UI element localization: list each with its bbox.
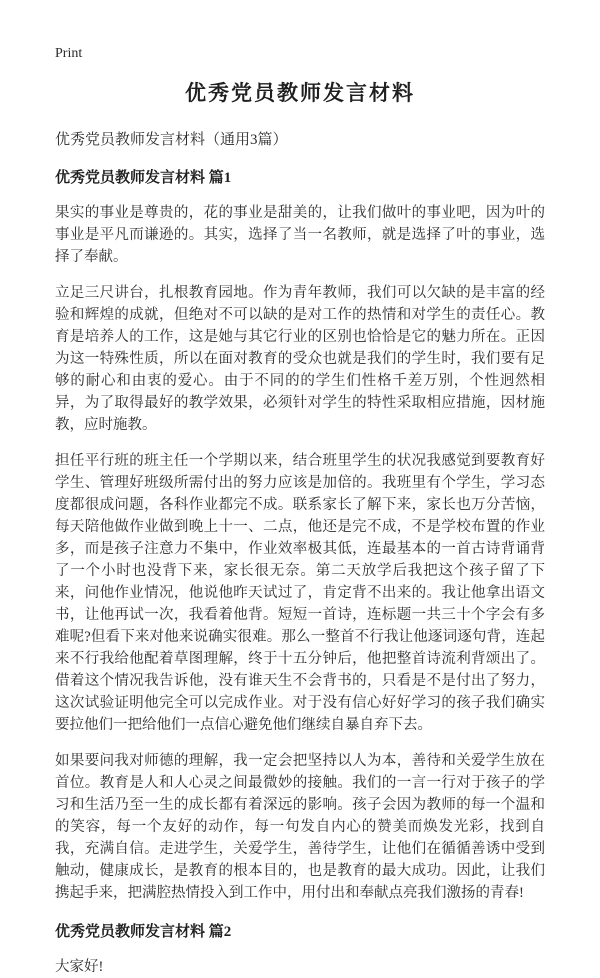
section-1-paragraph-3: 担任平行班的班主任一个学期以来，结合班里学生的状况我感觉到要教育好学生、管理好班级所需付出的努力应该是加倍的。我班里有个学生，学习态度都很成问题，各科作业都完不成。联系家长了解下来，家长也万分苦恼，每天陪他做作业做到晚上十一、二点，他还是完不成，不是学校布置的作业多，而是孩子注意力不集中，作业效率极其低，连最基本的一首古诗背诵背了一个小时也没背下来，家长很无奈。第二天放学后我把这个孩子留了下来，问他作业情况，他说他昨天试过了，肯定背不出来的。我让他拿出语文书，让他再试一次，我看着他背。短短一首诗，连标题一共三十个字会有多难呢?但看下来对他来说确实很难。那么一整首不行我让他逐词逐句背，连起来不行我给他配着草图理解，终于十五分钟后，他把整首诗流利背颂出了。借着这个情况我告诉他，没有谁天生不会背书的，只看是不是付出了努力，这次试验证明他完全可以完成作业。对于没有信心好好学习的孩子我们确实要拉他们一把给他们一点信心避免他们继续自暴自弃下去。 xyxy=(55,453,545,733)
page-title: 优秀党员教师发言材料 xyxy=(185,81,415,105)
section-1-paragraph-1: 果实的事业是尊贵的，花的事业是甜美的，让我们做叶的事业吧，因为叶的事业是平凡而谦逊的。其实，选择了当一名教师，就是选择了叶的事业，选择了奉献。 xyxy=(55,205,545,265)
section-1-paragraph-4: 如果要问我对师德的理解，我一定会把坚持以人为本，善待和关爱学生放在首位。教育是人和人心灵之间最微妙的接触。我们的一言一行对于孩子的学习和生活乃至一生的成长都有着深远的影响。孩子会因为教师的每一个温和的笑容，每一个友好的动作，每一句发自内心的赞美而焕发光彩，找到自我，充满自信。走进学生，关爱学生，善待学生，让他们在循循善诱中受到触动，健康成长，是教育的根本目的，也是教育的最大成功。因此，让我们携起手来，把满腔热情投入到工作中，用付出和奉献点亮我们激扬的青春! xyxy=(55,753,545,901)
section-2-heading: 优秀党员教师发言材料 篇2 xyxy=(55,924,232,940)
section-1-heading: 优秀党员教师发言材料 篇1 xyxy=(55,170,232,186)
section-1-paragraph-2: 立足三尺讲台，扎根教育园地。作为青年教师，我们可以欠缺的是丰富的经验和辉煌的成就，但绝对不可以缺的是对工作的热情和对学生的责任心。教育是培养人的工作，这是她与其它行业的区别也恰恰是它的魅力所在。正因为这一特殊性质，所以在面对教育的受众也就是我们的学生时，我们要有足够的耐心和由衷的爱心。由于不同的的学生们性格千差万别，个性迥然相异，为了取得最好的教学效果，必须针对学生的特性采取相应措施，因材施教，应时施教。 xyxy=(55,285,545,433)
section-2-paragraph-1: 大家好! xyxy=(55,959,104,975)
print-button[interactable]: Print xyxy=(55,46,83,61)
page-subtitle: 优秀党员教师发言材料（通用3篇） xyxy=(55,132,288,148)
